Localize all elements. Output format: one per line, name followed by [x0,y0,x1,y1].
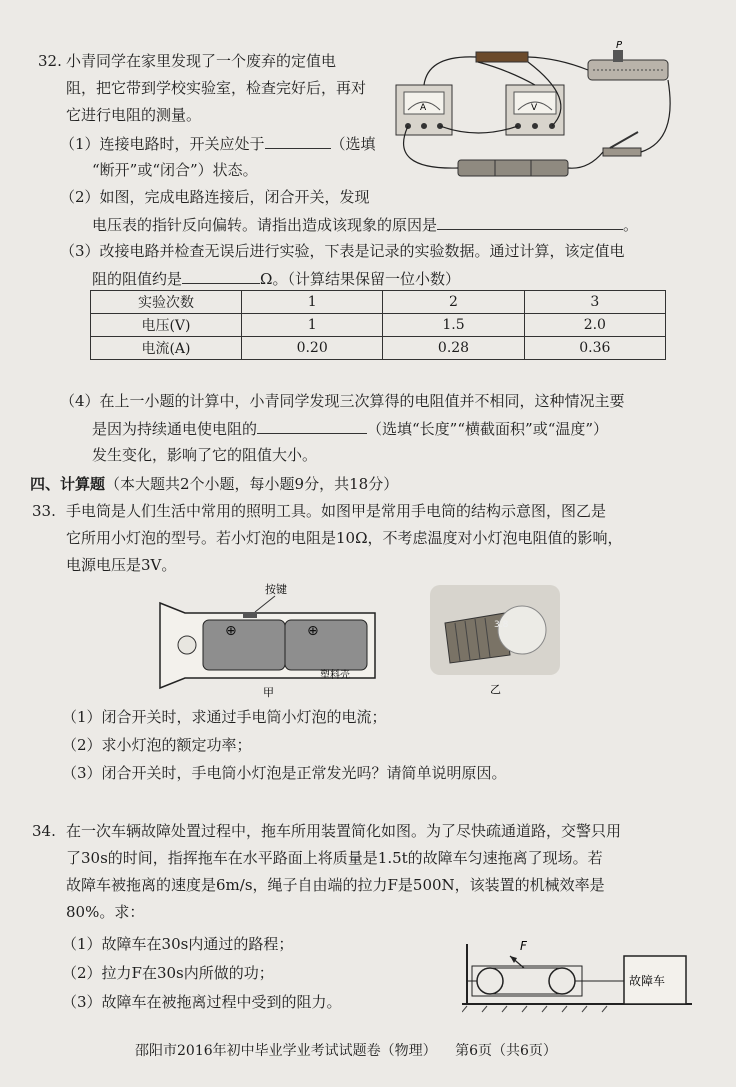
q32-part4-line1: （4）在上一小题的计算中，小青同学发现三次算得的电阻值并不相同，这种情况主要 [60,392,625,410]
q34-line1: 在一次车辆故障处置过程中，拖车所用装置简化如图。为了尽快疏通道路，交警只用 [66,822,622,840]
q32-part1-blank[interactable] [265,132,331,149]
q33-number: 33. [32,502,56,520]
q34-line2: 了30s的时间，指挥拖车在水平路面上将质量是1.5t的故障车匀速拖离了现场。若 [66,849,603,867]
q32-part3-blank[interactable] [182,267,260,284]
q32-part4-blank[interactable] [257,417,367,434]
q32-part2-line1: （2）如图，完成电路连接后，闭合开关，发现 [60,188,370,206]
table-row [91,314,666,337]
q34-number: 34. [32,822,56,840]
caption-figure-a: 甲 [263,686,274,698]
q32-part3-line2 [92,267,460,290]
q32-part1-line1 [60,132,376,155]
q32-part4-line2 [92,417,608,440]
q34-sub1: （1）故障车在30s内通过的路程； [62,935,294,953]
q33-sub1: （1）闭合开关时，求通过手电筒小灯泡的电流； [62,708,387,726]
table-header-cell: 1 [242,291,383,314]
section4-note: （本大题共2个小题，每小题9分，共18分） [105,475,399,493]
q32-part3-text-a: 阻的阻值约是 [92,270,183,288]
q32-part2-blank[interactable] [437,213,623,230]
page-footer [135,1040,557,1062]
footer-title: 邵阳市2016年初中毕业学业考试试题卷（物理） [135,1043,437,1059]
label-key: 按键 [265,583,287,596]
q33-line2: 它所用小灯泡的型号。若小灯泡的电阻是10Ω，不考虑温度对小灯泡电阻值的影响， [66,529,623,547]
q32-part3-line1: （3）改接电路并检查无误后进行实验，下表是记录的实验数据。通过计算，该定值电 [60,242,625,260]
table-header-cell: 3 [524,291,665,314]
q34-line4: 80%。求： [66,903,145,921]
bulb-marking: 3.8 [494,620,509,630]
pulley-diagram [462,936,692,1014]
table-cell: 电压(V) [91,314,242,337]
q33-line3: 电源电压是3V。 [66,556,177,574]
table-cell: 0.28 [383,337,524,360]
table-cell: 电流(A) [91,337,242,360]
flashlight-diagram [155,578,395,698]
table-cell: 1.5 [383,314,524,337]
q32-intro-line1: 小青同学在家里发现了一个废弃的定值电 [66,52,337,70]
table-cell: 0.36 [524,337,665,360]
q33-line1: 手电筒是人们生活中常用的照明工具。如图甲是常用手电筒的结构示意图，图乙是 [66,502,607,520]
fixed-resistor [476,52,528,62]
section4-heading [30,473,398,495]
battery-plus-icon: ⊕ [225,623,237,639]
table-cell: 0.20 [242,337,383,360]
q34-sub3: （3）故障车在被拖离过程中受到的阻力。 [62,993,342,1011]
force-label-f: F [520,939,527,953]
q32-intro-line2: 阻，把它带到学校实验室，检查完好后，再对 [66,79,367,97]
q32-part3-text-b: Ω。（计算结果保留一位小数） [260,270,460,288]
q32-part4-line3: 发生变化，影响了它的阻值大小。 [92,446,318,464]
q32-part1-text-b: （选填 [330,135,376,153]
q32-part2-end: 。 [623,216,639,234]
table-header-cell: 2 [383,291,524,314]
q32-number: 32. [38,52,62,70]
switch [603,132,641,156]
q34-line3: 故障车被拖离的速度是6m/s，绳子自由端的拉力F是500N，该装置的机械效率是 [66,876,605,894]
table-header-cell: 实验次数 [91,291,242,314]
q32-part4-text-a: 是因为持续通电使电阻的 [92,420,258,438]
q32-part2-line2 [92,213,638,236]
table-row [91,337,666,360]
circuit-diagram [388,40,688,190]
q34-sub2: （2）拉力F在30s内所做的功； [62,964,274,982]
table-header-row [91,291,666,314]
q33-sub3: （3）闭合开关时，手电筒小灯泡是正常发光吗？请简单说明原因。 [62,764,507,782]
ammeter-symbol: A [420,103,427,113]
q33-sub2: （2）求小灯泡的额定功率； [62,736,252,754]
voltmeter-symbol: V [531,103,538,113]
rheostat [588,40,668,80]
rheostat-slider-label: P [616,40,623,51]
q32-part2-text: 电压表的指针反向偏转。请指出造成该现象的原因是 [92,216,438,234]
battery-pack [458,160,568,176]
experiment-data-table [90,290,666,360]
label-plastic-shell: 塑料壳 [320,670,350,681]
q32-part1-line2: “断开”或“闭合”）状态。 [92,161,258,179]
q32-part1-text-a: （1）连接电路时，开关应处于 [60,135,265,153]
battery-plus-icon: ⊕ [307,623,319,639]
table-cell: 1 [242,314,383,337]
q32-part4-text-b: （选填“长度”“横截面积”或“温度”） [367,420,609,438]
footer-page-number: 第6页（共6页） [455,1043,557,1059]
caption-figure-b: 乙 [490,683,501,696]
bulb-photo [430,585,560,700]
section4-title: 四、计算题 [30,475,106,493]
broken-car-label: 故障车 [629,974,666,988]
table-cell: 2.0 [524,314,665,337]
q32-intro-line3: 它进行电阻的测量。 [66,106,202,124]
